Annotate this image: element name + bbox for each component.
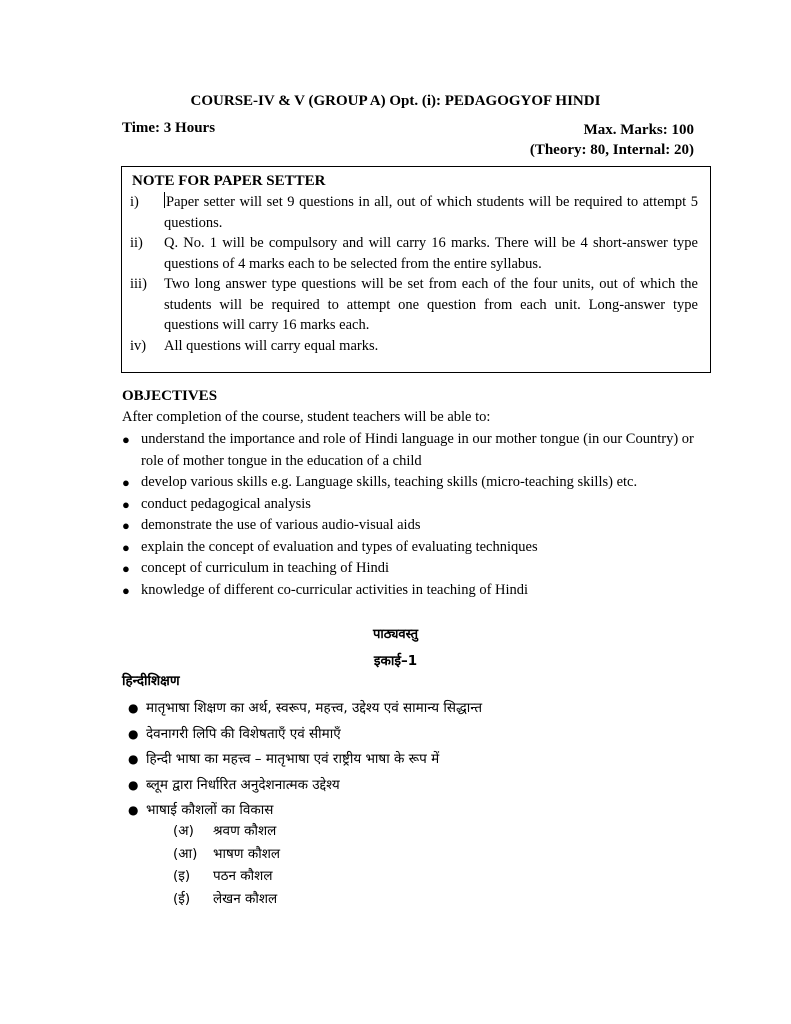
bullet-icon: ● [122,518,130,533]
objective-item [122,429,702,472]
objectives-list [122,429,702,601]
content-text: देवनागरी लिपि की विशेषताएँ एवं सीमाएँ [146,725,341,742]
note-heading: NOTE FOR PAPER SETTER [132,173,326,189]
content-text: मातृभाषा शिक्षण का अर्थ, स्वरूप, महत्त्व, उद्देश्य एवं सामान्य सिद्धान्त [146,700,483,716]
objective-text: conduct pedagogical analysis [141,495,311,512]
note-item-number: ii) [130,235,143,251]
note-item-number: iv) [130,337,147,354]
objective-text: understand the importance and role of Hindi language in our mother tongue (in our Country) or role of mother tongue in the education of a child [141,431,694,469]
sub-item-mark: (इ) [173,868,191,884]
bullet-icon: ● [128,752,139,766]
objectives-heading: OBJECTIVES [122,388,218,404]
note-item [130,192,698,233]
objective-item [122,537,702,559]
content-text: ब्लूम द्वारा निर्धारित अनुदेशनात्मक उद्देश्य [146,776,340,793]
objective-text: demonstrate the use of various audio-visual aids [141,517,421,533]
content-text: भाषाई कौशलों का विकास [146,802,274,818]
marks-block [530,120,694,160]
content-item [128,696,482,722]
objective-item [122,472,702,494]
section-heading: हिन्दीशिक्षण [122,673,180,689]
sub-item-text: भाषण कौशल [213,845,281,862]
note-item-text-wrap [164,192,698,233]
text-cursor [164,192,165,208]
max-marks: Max. Marks: 100 [583,122,694,138]
bullet-icon: ● [122,475,130,490]
note-item-number: iii) [130,276,147,292]
sub-item-mark: (अ) [173,823,194,839]
objective-item [122,494,702,516]
theory-internal-marks: (Theory: 80, Internal: 20) [529,142,694,158]
sub-item-mark: (ई) [173,890,191,907]
content-text: हिन्दी भाषा का महत्त्व – मातृभाषा एवं राष्ट्रीय भाषा के रूप में [146,751,440,767]
bullet-icon: ● [128,726,139,741]
sub-item [173,865,280,888]
objectives-intro: After completion of the course, student teachers will be able to: [122,409,491,425]
content-list [128,696,482,824]
objective-text: develop various skills e.g. Language skills, teaching skills (micro-teaching skills) etc. [141,474,638,490]
sub-item-text: लेखन कौशल [213,890,278,907]
bullet-icon: ● [122,496,130,512]
unit-title: इकाई–1 [373,653,418,669]
bullet-icon: ● [122,582,130,598]
sub-item-mark: (आ) [173,845,198,862]
objective-item [122,558,702,580]
content-item [128,722,482,748]
note-box [121,166,711,373]
note-item-text: Two long answer type questions will be set from each of the four units, out of which the students will be required to attempt one question from each unit. Long-answer type questions will carry 16 marks each. [164,276,698,333]
note-item [130,336,698,357]
objective-item [122,580,702,602]
note-item-text: Q. No. 1 will be compulsory and will carry 16 marks. There will be 4 short-answer type questions of 4 marks each to be selected from the entire syllabus. [164,235,698,272]
bullet-icon: ● [122,432,130,447]
bullet-icon: ● [122,561,130,576]
sub-item-text: पठन कौशल [213,868,273,884]
exam-time: Time: 3 Hours [122,120,216,136]
bullet-icon: ● [128,701,139,715]
note-item-text: All questions will carry equal marks. [164,337,379,354]
sub-item [173,888,280,911]
note-item [130,274,698,336]
sub-item [173,843,280,866]
objective-text: concept of curriculum in teaching of Hindi [141,560,390,576]
sub-item [173,820,280,843]
content-item [128,747,482,773]
course-title: COURSE-IV & V (GROUP A) Opt. (i): PEDAGOGYOF HINDI [190,93,601,109]
bullet-icon: ● [122,539,130,555]
note-item-number: i) [130,194,139,210]
sub-item-text: श्रवण कौशल [213,823,277,839]
note-list [130,192,698,356]
skills-sublist [173,820,280,910]
objective-text: explain the concept of evaluation and types of evaluating techniques [141,538,538,555]
objective-item [122,515,702,537]
bullet-icon: ● [128,777,139,792]
content-title: पाठ्यवस्तु [372,627,419,642]
note-item-text: Paper setter will set 9 questions in all, out of which students will be required to attempt 5 questions. [164,194,698,231]
note-item [130,233,698,274]
objective-text: knowledge of different co-curricular activities in teaching of Hindi [141,581,529,598]
content-item [128,773,482,799]
bullet-icon: ● [128,803,139,817]
